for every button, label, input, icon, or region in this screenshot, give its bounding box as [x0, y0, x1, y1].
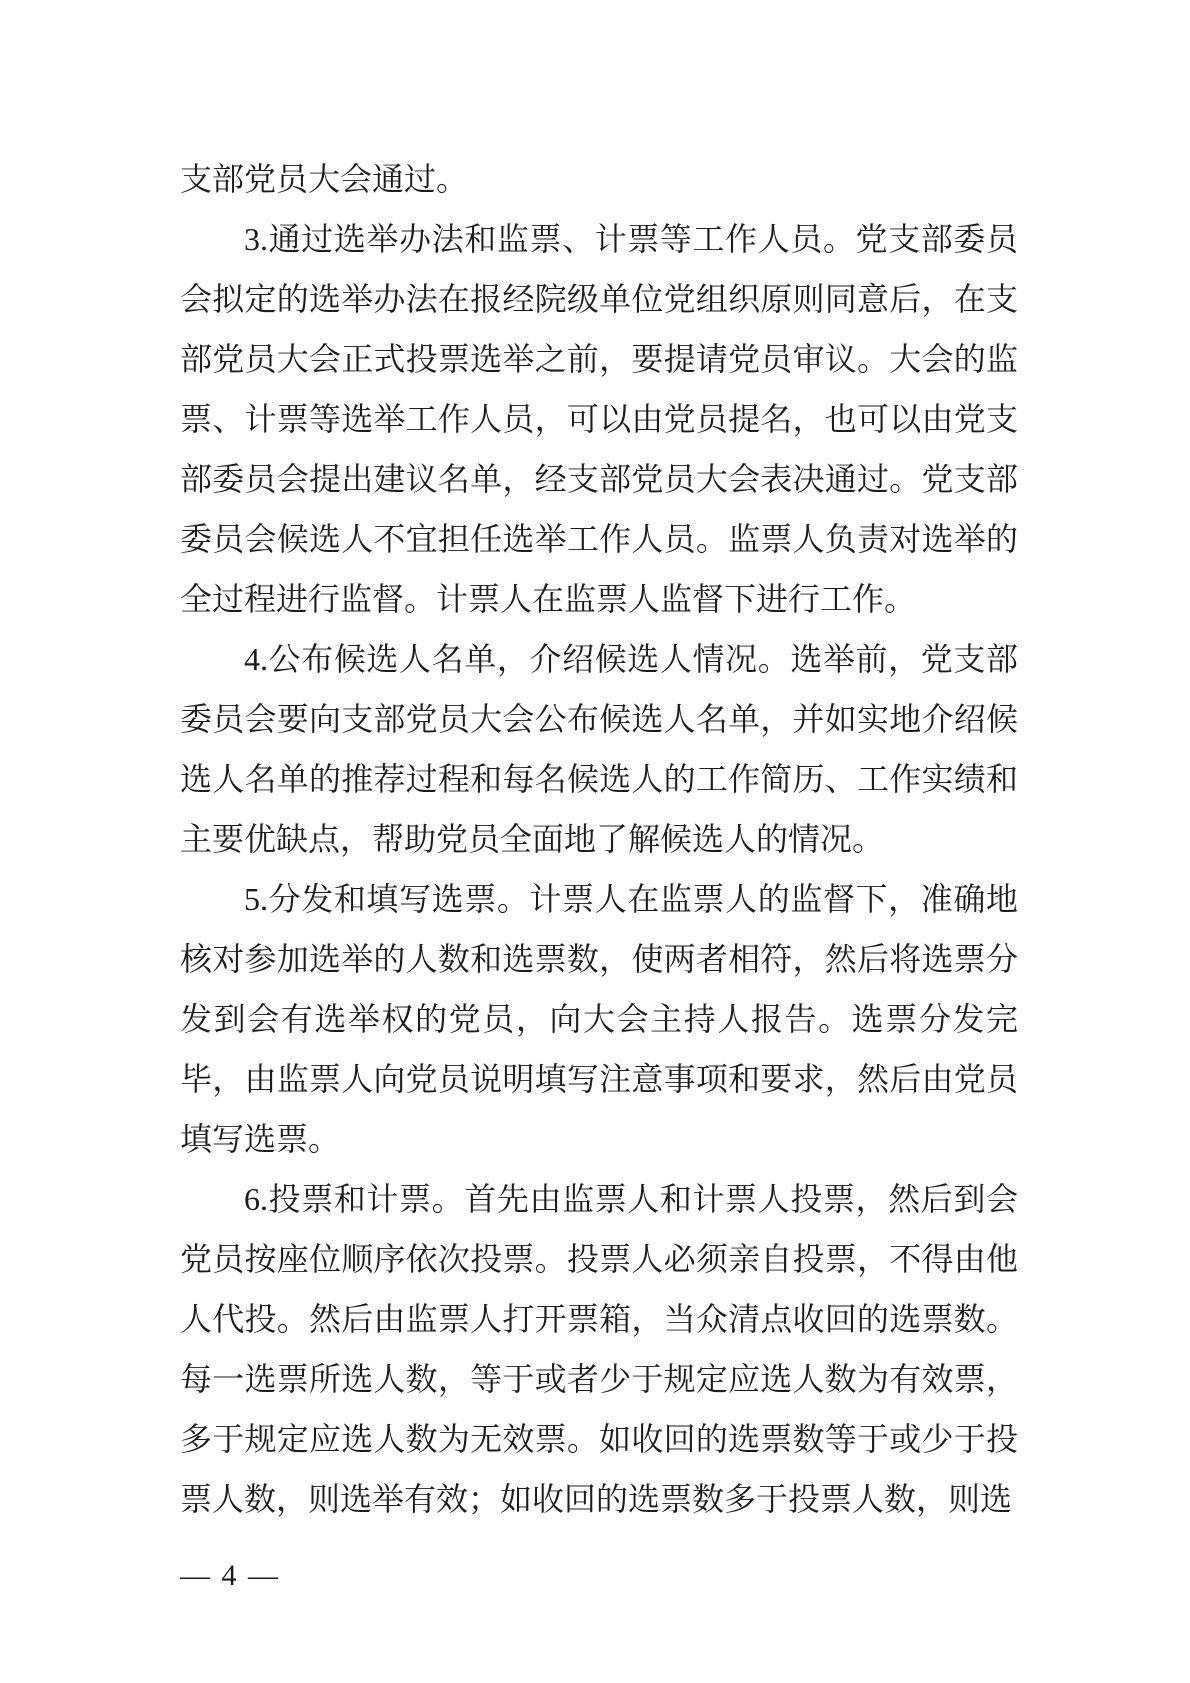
- document-body: [180, 149, 1018, 1529]
- paragraph-item-3: 3.通过选举办法和监票、计票等工作人员。党支部委员会拟定的选举办法在报经院级单位党组织原则同意后，在支部党员大会正式投票选举之前，要提请党员审议。大会的监票、计票等选举工作人员，可以由党员提名，也可以由党支部委员会提出建议名单，经支部党员大会表决通过。党支部委员会候选人不宜担任选举工作人员。监票人负责对选举的全过程进行监督。计票人在监票人监督下进行工作。: [180, 221, 1018, 617]
- paragraph-item-6: 6.投票和计票。首先由监票人和计票人投票，然后到会党员按座位顺序依次投票。投票人必须亲自投票，不得由他人代投。然后由监票人打开票箱，当众清点收回的选票数。每一选票所选人数，等于或者少于规定应选人数为有效票，多于规定应选人数为无效票。如收回的选票数等于或少于投票人数，则选举有效；如收回的选票数多于投票人数，则选: [180, 1181, 1018, 1517]
- paragraph-item-4: 4.公布候选人名单，介绍候选人情况。选举前，党支部委员会要向支部党员大会公布候选人名单，并如实地介绍候选人名单的推荐过程和每名候选人的工作简历、工作实绩和主要优缺点，帮助党员全面地了解候选人的情况。: [180, 641, 1018, 857]
- paragraph-item-5: 5.分发和填写选票。计票人在监票人的监督下，准确地核对参加选举的人数和选票数，使两者相符，然后将选票分发到会有选举权的党员，向大会主持人报告。选票分发完毕，由监票人向党员说明填写注意事项和要求，然后由党员填写选票。: [180, 881, 1018, 1157]
- paragraph-continuation: 支部党员大会通过。: [180, 161, 469, 197]
- page-number: — 4 —: [180, 1559, 280, 1592]
